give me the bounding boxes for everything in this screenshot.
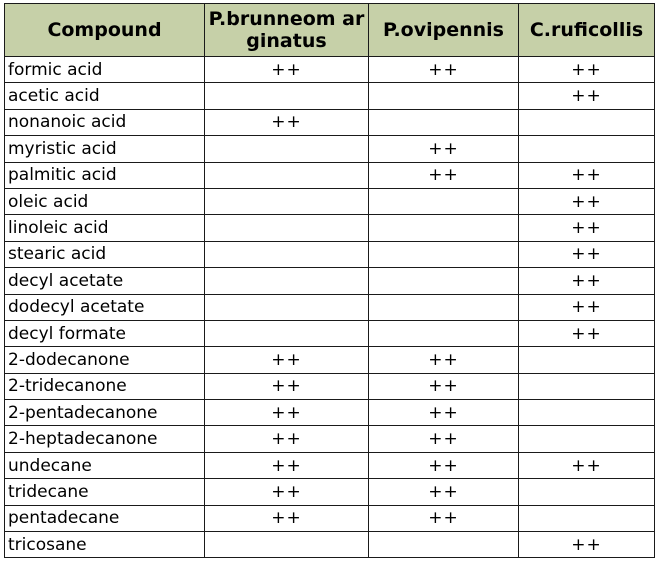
compound-name-cell: tridecane xyxy=(5,479,205,505)
compound-name-cell: 2-heptadecanone xyxy=(5,426,205,452)
p-brunneomarginatus-cell xyxy=(205,215,369,241)
p-brunneomarginatus-cell xyxy=(205,241,369,267)
p-ovipennis-cell: ++ xyxy=(369,347,519,373)
table-row xyxy=(5,241,655,267)
p-brunneomarginatus-cell: ++ xyxy=(205,57,369,83)
c-ruficollis-cell xyxy=(519,426,655,452)
c-ruficollis-cell xyxy=(519,400,655,426)
compound-name-cell: oleic acid xyxy=(5,188,205,214)
p-brunneomarginatus-cell xyxy=(205,532,369,558)
header-c-ruficollis: C.ruficollis xyxy=(519,4,655,57)
compound-name-cell: acetic acid xyxy=(5,83,205,109)
p-ovipennis-cell: ++ xyxy=(369,426,519,452)
p-brunneomarginatus-cell: ++ xyxy=(205,400,369,426)
p-ovipennis-cell: ++ xyxy=(369,57,519,83)
header-compound: Compound xyxy=(5,4,205,57)
table-row xyxy=(5,294,655,320)
table-row xyxy=(5,320,655,346)
p-brunneomarginatus-cell: ++ xyxy=(205,479,369,505)
table-body xyxy=(5,57,655,558)
p-ovipennis-cell xyxy=(369,83,519,109)
compound-name-cell: linoleic acid xyxy=(5,215,205,241)
header-p-brunneomarginatus: P.brunneom arginatus xyxy=(205,4,369,57)
c-ruficollis-cell xyxy=(519,373,655,399)
p-brunneomarginatus-cell xyxy=(205,136,369,162)
p-brunneomarginatus-cell xyxy=(205,188,369,214)
p-ovipennis-cell: ++ xyxy=(369,136,519,162)
c-ruficollis-cell: ++ xyxy=(519,188,655,214)
table-row xyxy=(5,373,655,399)
header-row xyxy=(5,4,655,57)
c-ruficollis-cell xyxy=(519,109,655,135)
compound-table-container xyxy=(4,3,654,558)
table-row xyxy=(5,136,655,162)
p-ovipennis-cell xyxy=(369,320,519,346)
header-p-ovipennis: P.ovipennis xyxy=(369,4,519,57)
p-brunneomarginatus-cell: ++ xyxy=(205,505,369,531)
compound-name-cell: stearic acid xyxy=(5,241,205,267)
compound-name-cell: formic acid xyxy=(5,57,205,83)
table-row xyxy=(5,452,655,478)
compound-name-cell: nonanoic acid xyxy=(5,109,205,135)
c-ruficollis-cell: ++ xyxy=(519,268,655,294)
c-ruficollis-cell xyxy=(519,347,655,373)
table-row xyxy=(5,479,655,505)
c-ruficollis-cell: ++ xyxy=(519,83,655,109)
p-ovipennis-cell xyxy=(369,268,519,294)
c-ruficollis-cell: ++ xyxy=(519,294,655,320)
table-row xyxy=(5,400,655,426)
p-brunneomarginatus-cell: ++ xyxy=(205,373,369,399)
c-ruficollis-cell xyxy=(519,136,655,162)
table-row xyxy=(5,505,655,531)
c-ruficollis-cell: ++ xyxy=(519,57,655,83)
compound-name-cell: decyl formate xyxy=(5,320,205,346)
p-brunneomarginatus-cell: ++ xyxy=(205,347,369,373)
compound-name-cell: undecane xyxy=(5,452,205,478)
p-ovipennis-cell xyxy=(369,215,519,241)
table-row xyxy=(5,215,655,241)
compound-name-cell: 2-pentadecanone xyxy=(5,400,205,426)
c-ruficollis-cell: ++ xyxy=(519,241,655,267)
compound-name-cell: 2-dodecanone xyxy=(5,347,205,373)
c-ruficollis-cell: ++ xyxy=(519,215,655,241)
p-brunneomarginatus-cell xyxy=(205,83,369,109)
c-ruficollis-cell xyxy=(519,505,655,531)
table-row xyxy=(5,268,655,294)
p-brunneomarginatus-cell xyxy=(205,294,369,320)
compound-table xyxy=(4,3,655,558)
p-ovipennis-cell: ++ xyxy=(369,400,519,426)
c-ruficollis-cell: ++ xyxy=(519,320,655,346)
compound-name-cell: myristic acid xyxy=(5,136,205,162)
compound-name-cell: tricosane xyxy=(5,532,205,558)
p-brunneomarginatus-cell: ++ xyxy=(205,109,369,135)
p-ovipennis-cell xyxy=(369,109,519,135)
p-ovipennis-cell: ++ xyxy=(369,505,519,531)
compound-name-cell: dodecyl acetate xyxy=(5,294,205,320)
table-row xyxy=(5,426,655,452)
p-ovipennis-cell: ++ xyxy=(369,373,519,399)
p-brunneomarginatus-cell: ++ xyxy=(205,452,369,478)
p-ovipennis-cell: ++ xyxy=(369,479,519,505)
compound-name-cell: decyl acetate xyxy=(5,268,205,294)
p-brunneomarginatus-cell xyxy=(205,320,369,346)
p-ovipennis-cell xyxy=(369,241,519,267)
table-header xyxy=(5,4,655,57)
table-row xyxy=(5,57,655,83)
c-ruficollis-cell: ++ xyxy=(519,162,655,188)
compound-name-cell: 2-tridecanone xyxy=(5,373,205,399)
p-ovipennis-cell: ++ xyxy=(369,452,519,478)
table-row xyxy=(5,83,655,109)
c-ruficollis-cell: ++ xyxy=(519,452,655,478)
p-brunneomarginatus-cell xyxy=(205,268,369,294)
p-brunneomarginatus-cell: ++ xyxy=(205,426,369,452)
c-ruficollis-cell: ++ xyxy=(519,532,655,558)
p-ovipennis-cell xyxy=(369,532,519,558)
table-row xyxy=(5,109,655,135)
p-ovipennis-cell xyxy=(369,294,519,320)
table-row xyxy=(5,532,655,558)
table-row xyxy=(5,188,655,214)
table-row xyxy=(5,162,655,188)
compound-name-cell: pentadecane xyxy=(5,505,205,531)
c-ruficollis-cell xyxy=(519,479,655,505)
p-brunneomarginatus-cell xyxy=(205,162,369,188)
p-ovipennis-cell: ++ xyxy=(369,162,519,188)
table-row xyxy=(5,347,655,373)
compound-name-cell: palmitic acid xyxy=(5,162,205,188)
p-ovipennis-cell xyxy=(369,188,519,214)
